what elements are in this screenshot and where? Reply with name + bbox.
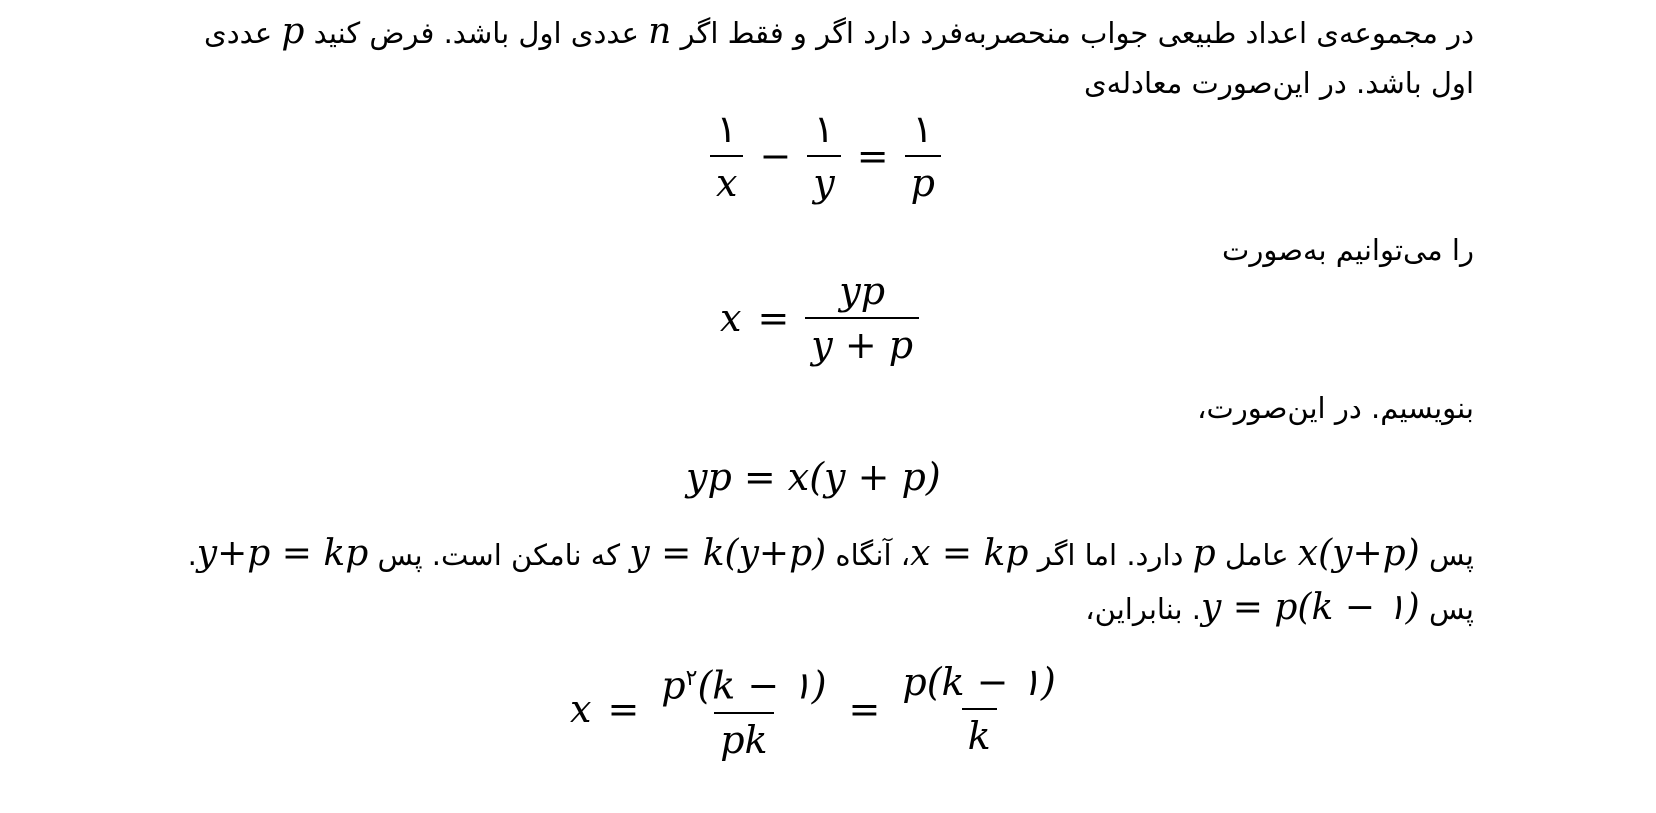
math-inline: y+p = kp xyxy=(196,533,369,574)
math-inline: p xyxy=(1192,533,1216,574)
fraction-p-squared: $\frac{p^۲(k - ۱)}{pk}$ xyxy=(661,663,827,762)
fraction-one-over-p: $\frac{۱}{p}$ xyxy=(905,106,941,206)
math-x: x xyxy=(570,687,592,732)
text-segment: عددی xyxy=(204,16,282,50)
minus-sign: − xyxy=(759,134,792,178)
equation-x-expression xyxy=(720,268,919,368)
paragraph-line-6: پس y = p(k − ۱). بنابراین، xyxy=(1085,587,1474,628)
text-segment: اول باشد. در این‌صورت معادله‌ی xyxy=(1083,66,1474,100)
text-segment: عددی اول باشد. فرض کنید xyxy=(304,16,649,50)
equals-sign: = xyxy=(757,296,790,340)
paragraph-line-2 xyxy=(1084,61,1474,105)
fraction-one-over-x: $\frac{۱}{x}$ xyxy=(710,106,743,206)
math-inline: y = k(y+p) xyxy=(629,533,827,574)
math-inline: x = kp xyxy=(910,533,1029,574)
math-variable-p: p xyxy=(281,11,305,52)
paragraph-line-4 xyxy=(1197,386,1474,430)
equals-sign: = xyxy=(848,687,881,732)
equals-sign: = xyxy=(607,687,640,732)
paragraph-line-3 xyxy=(1222,228,1474,272)
paragraph-line-5: پس x(y+p) عامل p دارد. اما اگر x = kp، آنگاه y = k(y+p) که نامکن است. پس y+p = kp. xyxy=(187,533,1474,574)
math-x: x xyxy=(720,296,742,340)
text-segment: را می‌توانیم به‌صورت xyxy=(1222,233,1474,267)
equation-reciprocals xyxy=(710,106,941,206)
text-segment: بنویسیم. در این‌صورت، xyxy=(1197,391,1474,425)
equation-product: yp = x(y + p) xyxy=(686,455,941,499)
math-variable-n: n xyxy=(648,11,672,52)
fraction-one-over-y: $\frac{۱}{y}$ xyxy=(807,106,840,206)
paragraph-line-1 xyxy=(204,10,1474,55)
equation-final xyxy=(570,656,1062,763)
equals-sign: = xyxy=(856,134,889,178)
text-segment: در مجموعه‌ی اعداد طبیعی جواب منحصربه‌فرد دارد اگر و فقط اگر xyxy=(671,16,1474,50)
math-inline: x(y+p) xyxy=(1297,533,1420,574)
math-inline: y = p(k − ۱) xyxy=(1201,587,1420,628)
fraction-simplified: $\frac{p(k - ۱)}{k}$ xyxy=(902,660,1056,759)
fraction-yp-over-sum: $\frac{yp}{y + p}$ xyxy=(805,268,919,368)
